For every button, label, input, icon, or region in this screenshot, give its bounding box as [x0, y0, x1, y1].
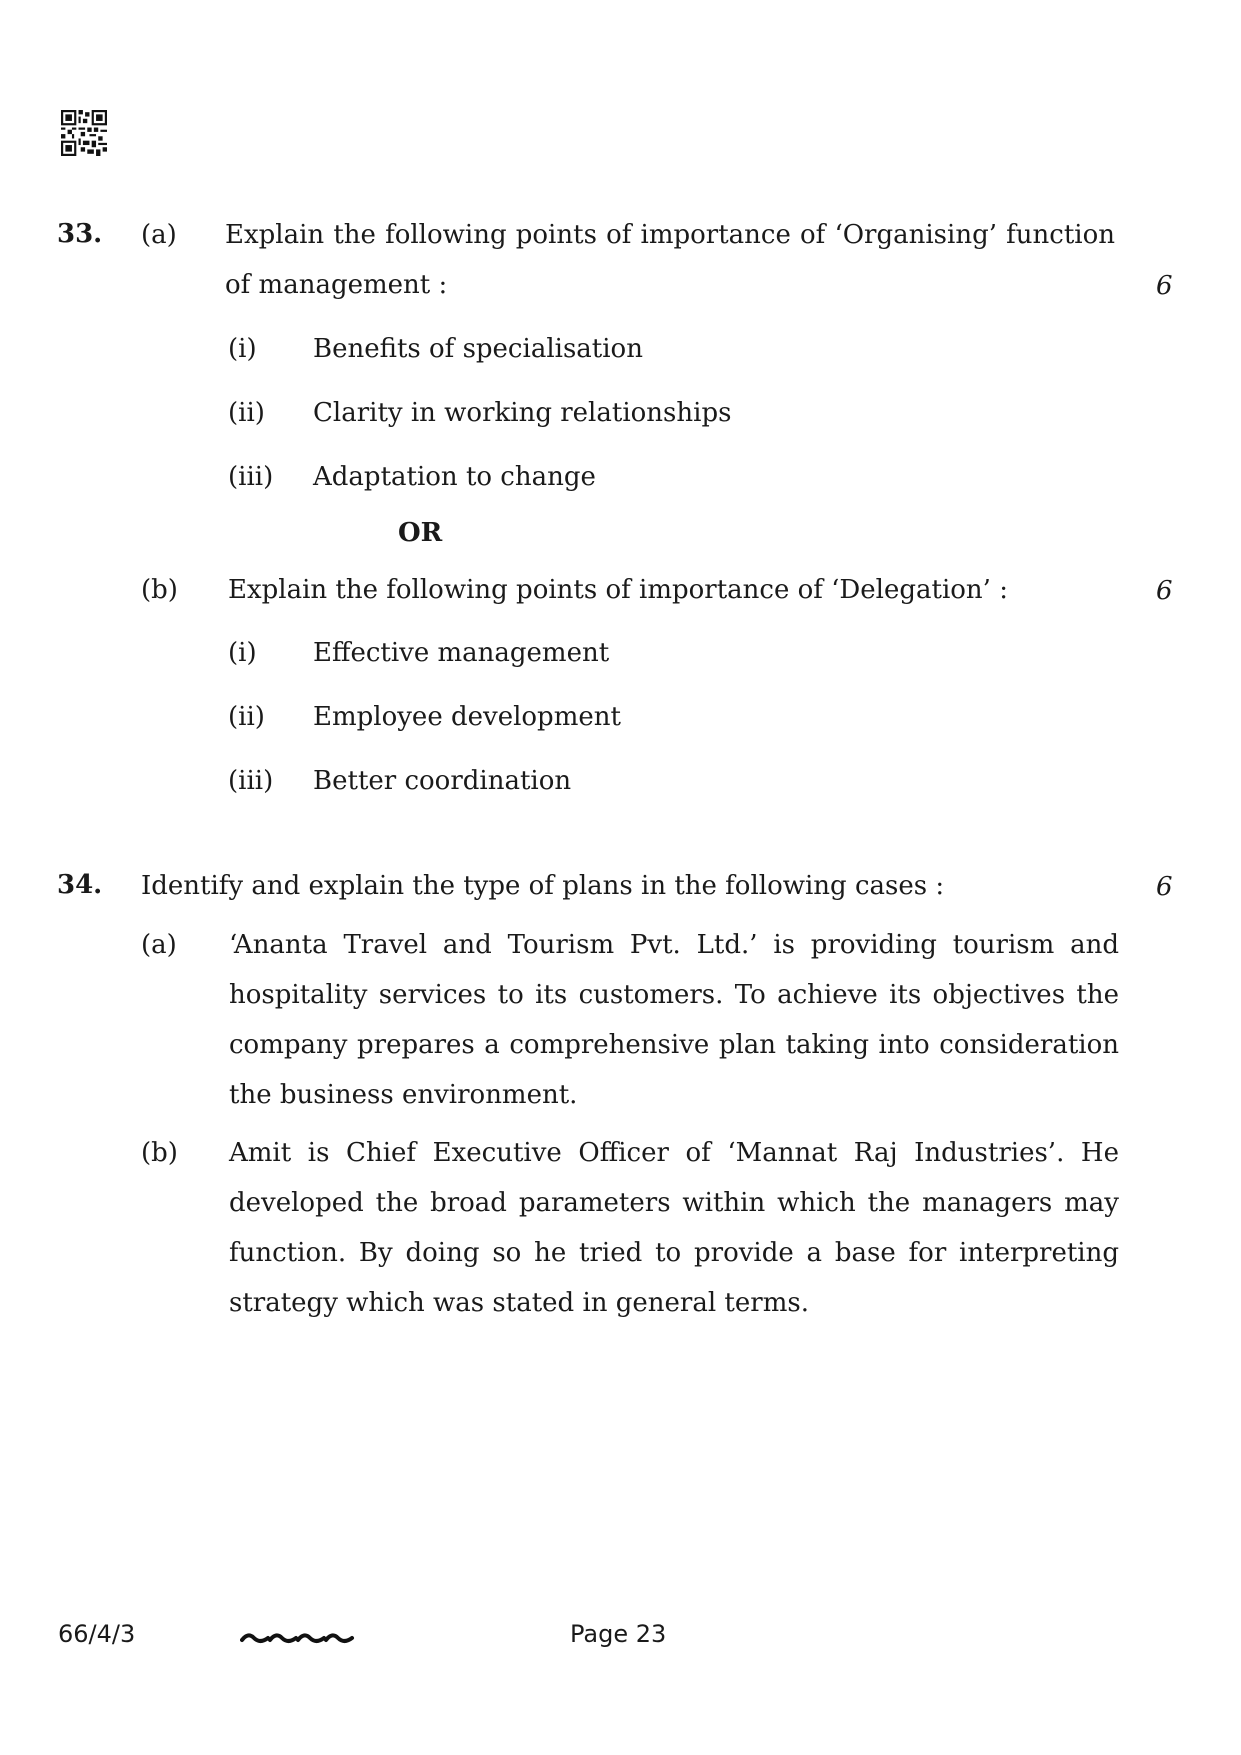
question-34-number: 34. — [57, 870, 103, 900]
q33-b-item-2-text: Employee development — [313, 702, 621, 732]
q33-a-item-2-text: Clarity in working relationships — [313, 398, 732, 428]
q33-a-item-1-text: Benefits of specialisation — [313, 334, 643, 364]
q33-b-item-3-num: (iii) — [228, 766, 274, 796]
q33-part-a-line1: Explain the following points of importance of ‘Organising’ function — [225, 220, 1115, 250]
question-33-number: 33. — [57, 219, 103, 249]
q33-part-a-marks: 6 — [1156, 271, 1173, 301]
q33-part-b-marks: 6 — [1156, 576, 1173, 606]
q33-a-item-2-num: (ii) — [228, 398, 265, 428]
q34-text: Identify and explain the type of plans in the following cases : — [141, 871, 945, 901]
q34-part-b-label: (b) — [141, 1138, 178, 1168]
tilde-ornament-icon — [240, 1630, 355, 1646]
qr-code-icon — [61, 110, 107, 156]
or-separator: OR — [398, 518, 443, 548]
q34-part-a-label: (a) — [141, 930, 177, 960]
paper-code: 66/4/3 — [58, 1620, 136, 1648]
q33-part-b-text: Explain the following points of importance of ‘Delegation’ : — [228, 575, 1008, 605]
page-number: Page 23 — [570, 1620, 667, 1648]
q33-part-b-label: (b) — [141, 575, 178, 605]
q33-part-a-line2: of management : — [225, 270, 448, 300]
q33-b-item-1-text: Effective management — [313, 638, 610, 668]
q33-b-item-2-num: (ii) — [228, 702, 265, 732]
q33-b-item-1-num: (i) — [228, 638, 257, 668]
q33-part-a-label: (a) — [141, 220, 177, 250]
q33-a-item-3-num: (iii) — [228, 462, 274, 492]
q34-part-a-text: ‘Ananta Travel and Tourism Pvt. Ltd.’ is providing tourism and hospitality services to its customers. To achieve its objectives the company prepares a comprehensive plan taking into consideration the business environment. — [229, 930, 1119, 1110]
q34-part-b-text: Amit is Chief Executive Officer of ‘Mannat Raj Industries’. He developed the broad parameters within which the managers may function. By doing so he tried to provide a base for interpreting strategy which was stated in general terms. — [229, 1138, 1119, 1318]
q33-a-item-3-text: Adaptation to change — [313, 462, 596, 492]
q33-a-item-1-num: (i) — [228, 334, 257, 364]
q33-b-item-3-text: Better coordination — [313, 766, 572, 796]
q34-marks: 6 — [1156, 872, 1173, 902]
